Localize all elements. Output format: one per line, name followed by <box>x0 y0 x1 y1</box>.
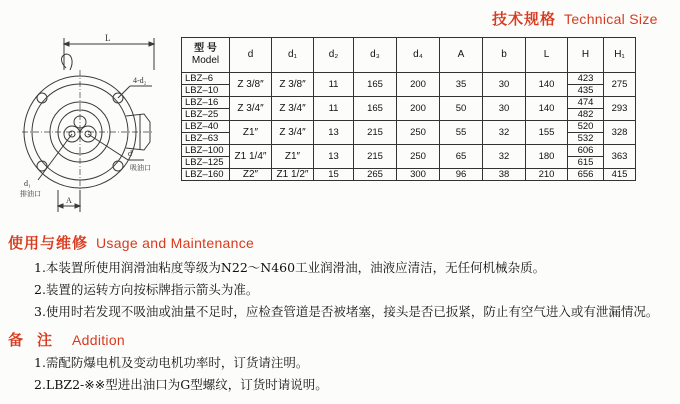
d1-cell: Z 3/4″ <box>272 121 314 145</box>
header-model-zh: 型 号 <box>194 43 217 54</box>
H-cell: 474 <box>568 97 604 109</box>
header-b: b <box>483 38 526 73</box>
usage-list <box>34 257 658 323</box>
model-cell: LBZ–25 <box>182 109 230 121</box>
model-cell: LBZ–40 <box>182 121 230 133</box>
drawing-label-outlet: 排油口 <box>20 190 41 198</box>
d4-cell: 200 <box>397 73 440 97</box>
d-cell: Z 3/8″ <box>230 73 272 97</box>
H1-cell: 293 <box>604 97 636 121</box>
d1-cell: Z1 1/2″ <box>272 169 314 181</box>
header-d: d <box>230 38 272 73</box>
L-cell: 210 <box>526 169 568 181</box>
H-cell: 532 <box>568 133 604 145</box>
A-cell: 65 <box>440 145 483 169</box>
addition-item: 1.需配防爆电机及变动电机功率时，订货请注明。 <box>34 355 309 370</box>
d1-cell: Z1″ <box>272 145 314 169</box>
model-cell: LBZ–16 <box>182 97 230 109</box>
usage-maintenance-title <box>8 232 254 253</box>
d1-cell: Z 3/4″ <box>272 97 314 121</box>
d4-cell: 300 <box>397 169 440 181</box>
H-cell: 606 <box>568 145 604 157</box>
header-H1: H₁ <box>604 38 636 73</box>
addition-title <box>8 329 125 350</box>
A-cell: 50 <box>440 97 483 121</box>
drawing-label-A: A <box>66 196 72 205</box>
usage-title-en: Usage and Maintenance <box>96 235 255 251</box>
model-cell: LBZ–160 <box>182 169 230 181</box>
b-cell: 32 <box>483 145 526 169</box>
b-cell: 30 <box>483 97 526 121</box>
L-cell: 140 <box>526 73 568 97</box>
drawing-label-d1: d₁ <box>24 179 31 188</box>
d2-cell: 15 <box>314 169 354 181</box>
b-cell: 30 <box>483 73 526 97</box>
L-cell: 155 <box>526 121 568 145</box>
d-cell: Z1 1/4″ <box>230 145 272 169</box>
d3-cell: 165 <box>354 73 397 97</box>
header-d3: d₃ <box>354 38 397 73</box>
pump-technical-drawing <box>2 30 182 230</box>
d3-cell: 165 <box>354 97 397 121</box>
A-cell: 35 <box>440 73 483 97</box>
header-d1: d₁ <box>272 38 314 73</box>
A-cell: 55 <box>440 121 483 145</box>
addition-list <box>34 352 328 396</box>
H-cell: 435 <box>568 85 604 97</box>
usage-item: 3.使用时若发现不吸油或油量不足时，应检查管道是否被堵塞，接头是否已扳紧，防止有空气进入或有泄漏情况。 <box>34 304 659 319</box>
table-row <box>182 145 636 157</box>
usage-item: 2.装置的运转方向按标牌指示箭头为准。 <box>34 282 259 297</box>
H1-cell: 275 <box>604 73 636 97</box>
d3-cell: 265 <box>354 169 397 181</box>
d4-cell: 250 <box>397 121 440 145</box>
drawing-label-inlet: 吸油口 <box>130 164 151 172</box>
addition-title-zh: 备注 <box>8 331 67 349</box>
d-cell: Z 3/4″ <box>230 97 272 121</box>
d2-cell: 11 <box>314 73 354 97</box>
table-row <box>182 169 636 181</box>
d-cell: Z2″ <box>230 169 272 181</box>
model-cell: LBZ–100 <box>182 145 230 157</box>
b-cell: 38 <box>483 169 526 181</box>
table-row <box>182 97 636 109</box>
header-model <box>182 38 230 73</box>
d2-cell: 11 <box>314 97 354 121</box>
A-cell: 96 <box>440 169 483 181</box>
addition-title-en: Addition <box>72 332 126 348</box>
usage-title-zh: 使用与维修 <box>8 234 89 252</box>
model-cell: LBZ–6 <box>182 73 230 85</box>
drawing-label-L: L <box>105 33 111 43</box>
d4-cell: 250 <box>397 145 440 169</box>
d-cell: Z1″ <box>230 121 272 145</box>
H-cell: 482 <box>568 109 604 121</box>
technical-size-table <box>181 37 636 181</box>
d3-cell: 215 <box>354 145 397 169</box>
technical-size-title-zh: 技术规格 <box>492 10 557 28</box>
L-cell: 180 <box>526 145 568 169</box>
model-cell: LBZ–125 <box>182 157 230 169</box>
H1-cell: 328 <box>604 121 636 145</box>
header-d2: d₂ <box>314 38 354 73</box>
H1-cell: 415 <box>604 169 636 181</box>
d2-cell: 13 <box>314 121 354 145</box>
H1-cell: 363 <box>604 145 636 169</box>
model-cell: LBZ–63 <box>182 133 230 145</box>
technical-size-title-en: Technical Size <box>564 11 658 27</box>
H-cell: 423 <box>568 73 604 85</box>
table-header-row <box>182 38 636 73</box>
d2-cell: 13 <box>314 145 354 169</box>
header-A: A <box>440 38 483 73</box>
header-L: L <box>526 38 568 73</box>
header-model-en: Model <box>191 55 220 66</box>
usage-item: 1.本装置所使用润滑油粘度等级为N22～N460工业润滑油，油液应清洁，无任何机械杂质。 <box>34 260 546 275</box>
d4-cell: 200 <box>397 97 440 121</box>
H-cell: 615 <box>568 157 604 169</box>
L-cell: 140 <box>526 97 568 121</box>
H-cell: 520 <box>568 121 604 133</box>
header-H: H <box>568 38 604 73</box>
table-row <box>182 121 636 133</box>
header-d4: d₄ <box>397 38 440 73</box>
table-row <box>182 73 636 85</box>
technical-size-title <box>492 8 658 29</box>
b-cell: 32 <box>483 121 526 145</box>
drawing-label-d: d <box>128 149 132 158</box>
d3-cell: 215 <box>354 121 397 145</box>
drawing-label-4d2: 4-d₂ <box>133 76 147 85</box>
d1-cell: Z 3/8″ <box>272 73 314 97</box>
addition-item: 2.LBZ2-※※型进出油口为G型螺纹，订货时请说明。 <box>34 377 328 392</box>
H-cell: 656 <box>568 169 604 181</box>
model-cell: LBZ–10 <box>182 85 230 97</box>
